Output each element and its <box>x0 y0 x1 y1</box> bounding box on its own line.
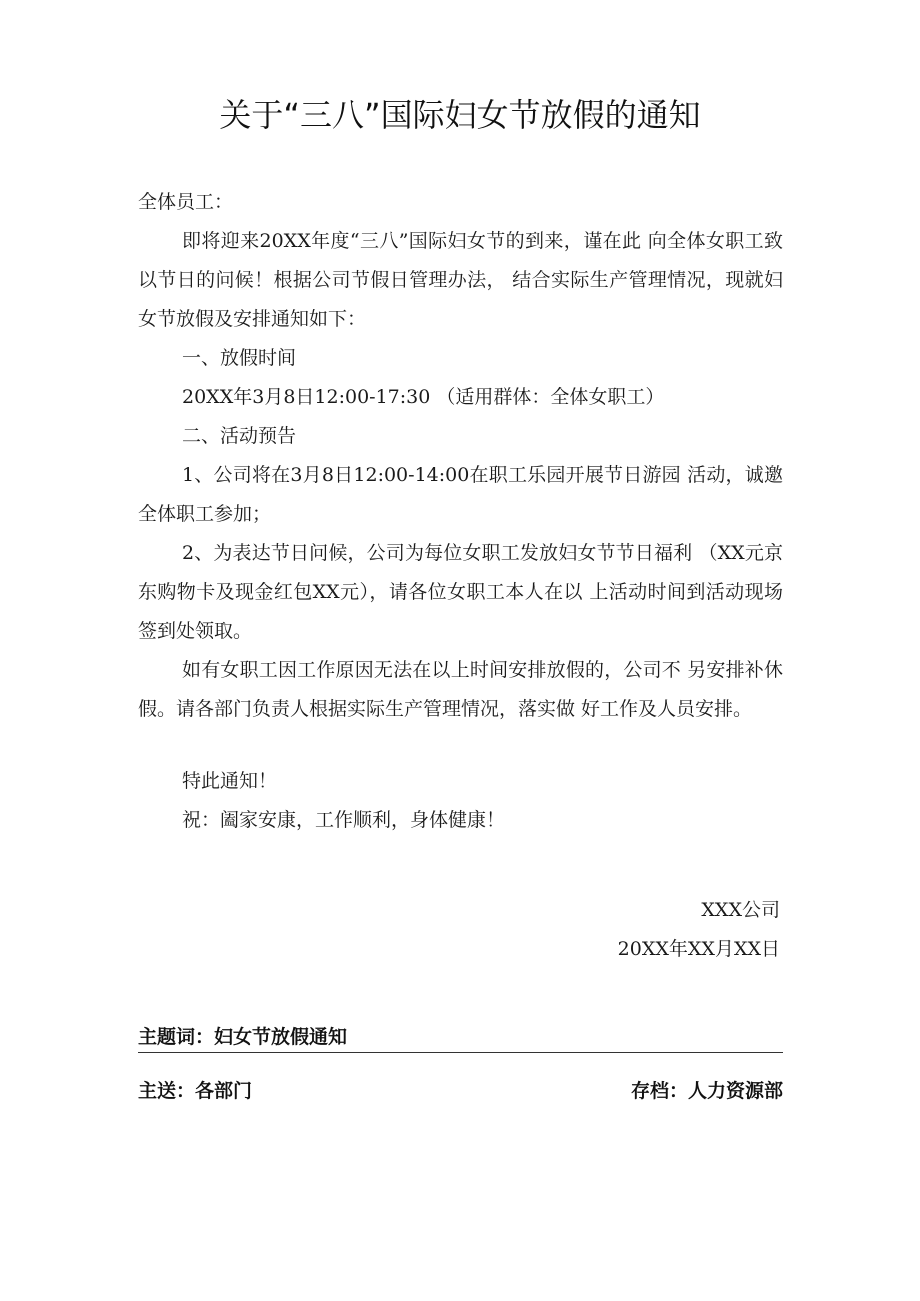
closing-line: 特此通知！ <box>182 770 278 792</box>
signature-block <box>618 891 780 969</box>
keywords-line: 主题词：妇女节放假通知 <box>138 1026 348 1048</box>
footer-divider <box>138 1052 783 1053</box>
activity-item-1: 1、公司将在3月8日12:00-14:00在职工乐园开展节日游园 活动，诚邀全体职工参加； <box>138 464 783 525</box>
section1-content: 20XX年3月8日12:00-17:30 （适用群体：全体女职工） <box>182 386 665 408</box>
section1-heading: 一、放假时间 <box>182 347 297 369</box>
note-paragraph: 如有女职工因工作原因无法在以上时间安排放假的，公司不 另安排补休假。请各部门负责人根据实际生产管理情况，落实做 好工作及人员安排。 <box>138 659 783 720</box>
distribution-line <box>138 1076 783 1103</box>
activity-item-2: 2、为表达节日问候，公司为每位女职工发放妇女节节日福利 （XX元京东购物卡及现金红包XX元），请各位女职工本人在以 上活动时间到活动现场签到处领取。 <box>138 542 783 642</box>
document-title: 关于“三八”国际妇女节放假的通知 <box>219 96 701 134</box>
salutation: 全体员工： <box>138 191 234 213</box>
document-body <box>138 183 783 840</box>
send-to: 主送：各部门 <box>138 1080 253 1102</box>
wishes-line: 祝：阖家安康，工作顺利，身体健康！ <box>182 809 506 831</box>
document-date: 20XX年XX月XX日 <box>617 938 780 960</box>
company-name: XXX公司 <box>701 899 780 921</box>
archive: 存档：人力资源部 <box>630 1080 783 1102</box>
section2-heading: 二、活动预告 <box>182 425 297 447</box>
paragraph-gap <box>138 729 783 762</box>
intro-paragraph: 即将迎来20XX年度“三八”国际妇女节的到来，谨在此 向全体女职工致以节日的问候！根据公司节假日管理办法， 结合实际生产管理情况，现就妇女节放假及安排通知如下： <box>138 230 783 330</box>
